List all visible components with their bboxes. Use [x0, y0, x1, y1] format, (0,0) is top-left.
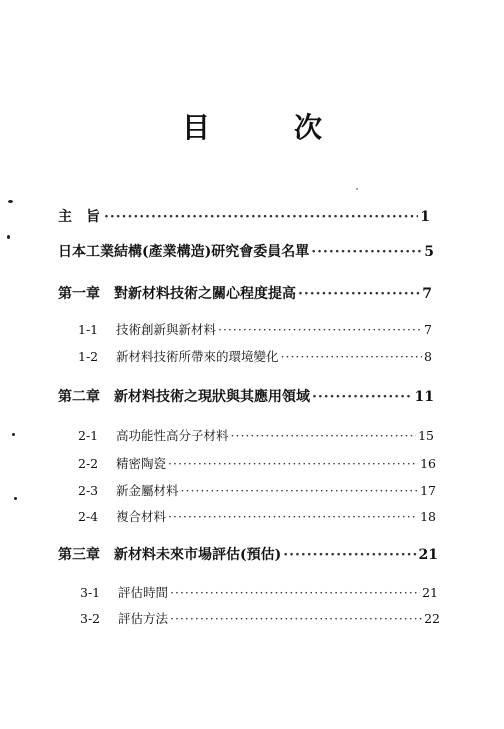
entry-page: 11 [414, 389, 434, 405]
entry-number: 3-2 [80, 611, 101, 626]
entry-label: 評估方法 [118, 611, 169, 626]
leader-dots [181, 483, 419, 498]
toc-entry-2-1[interactable] [78, 426, 434, 444]
leader-dots [170, 611, 422, 626]
scan-speck [12, 433, 15, 436]
page-title: 目 次 [181, 111, 350, 144]
entry-label: 日本工業結構(產業構造)研究會委員名單 [58, 244, 310, 260]
entry-number: 2-2 [78, 456, 99, 471]
entry-label: 技術創新與新材料 [116, 322, 217, 337]
entry-page: 21 [418, 547, 438, 563]
toc-entry-3-2[interactable] [80, 609, 440, 627]
toc-entry-committee[interactable] [58, 241, 434, 261]
entry-number: 第三章 [58, 547, 100, 563]
entry-page: 15 [418, 428, 434, 443]
entry-page: 22 [424, 611, 440, 626]
entry-label: 精密陶瓷 [116, 456, 167, 471]
leader-dots [168, 509, 418, 524]
scan-speck [7, 235, 10, 239]
toc-entry-chapter-2[interactable] [58, 386, 434, 406]
leader-dots [281, 349, 423, 364]
entry-label: 複合材料 [116, 509, 167, 524]
toc-entry-2-4[interactable] [78, 507, 436, 525]
entry-number: 1-1 [78, 322, 99, 337]
entry-page: 16 [420, 456, 436, 471]
entry-label: 新金屬材料 [116, 483, 179, 498]
leader-dots [298, 286, 420, 302]
entry-number: 2-4 [78, 509, 99, 524]
entry-number: 3-1 [80, 585, 101, 600]
entry-label: 對新材料技術之關心程度提高 [114, 286, 296, 302]
leader-dots [311, 244, 422, 260]
leader-dots [168, 456, 418, 471]
entry-number: 2-3 [78, 483, 99, 498]
entry-label: 評估時間 [118, 585, 169, 600]
toc-entry-3-1[interactable] [80, 583, 438, 601]
toc-entry-1-2[interactable] [78, 347, 432, 365]
entry-number: 1-2 [78, 349, 99, 364]
toc-entry-chapter-1[interactable] [58, 283, 432, 303]
entry-page: 21 [422, 585, 438, 600]
leader-dots [312, 389, 413, 405]
leader-dots [283, 547, 416, 563]
entry-page: 1 [420, 209, 430, 225]
toc-entry-preface[interactable] [58, 206, 430, 226]
entry-number: 第二章 [58, 389, 100, 405]
toc-entry-1-1[interactable] [78, 320, 432, 338]
entry-number: 第一章 [58, 286, 100, 302]
toc-entry-2-3[interactable] [78, 481, 436, 499]
scan-speck [14, 497, 17, 500]
scan-speck [356, 188, 358, 190]
entry-number: 主 旨 [58, 209, 100, 225]
leader-dots [170, 585, 420, 600]
entry-page: 5 [424, 244, 434, 260]
toc-entry-chapter-3[interactable] [58, 544, 438, 564]
entry-number: 2-1 [78, 428, 99, 443]
entry-label: 新材料未來市場評估(預估) [114, 547, 282, 563]
entry-label: 高功能性高分子材料 [116, 428, 229, 443]
entry-label: 新材料技術所帶來的環境變化 [116, 349, 279, 364]
entry-page: 17 [420, 483, 436, 498]
entry-page: 7 [424, 322, 432, 337]
toc-entry-2-2[interactable] [78, 454, 436, 472]
entry-page: 8 [424, 349, 432, 364]
scan-speck [8, 200, 13, 203]
entry-label: 新材料技術之現狀與其應用領域 [114, 389, 310, 405]
leader-dots [104, 209, 418, 225]
entry-page: 18 [420, 509, 436, 524]
leader-dots [231, 428, 417, 443]
leader-dots [218, 322, 422, 337]
entry-page: 7 [422, 286, 432, 302]
